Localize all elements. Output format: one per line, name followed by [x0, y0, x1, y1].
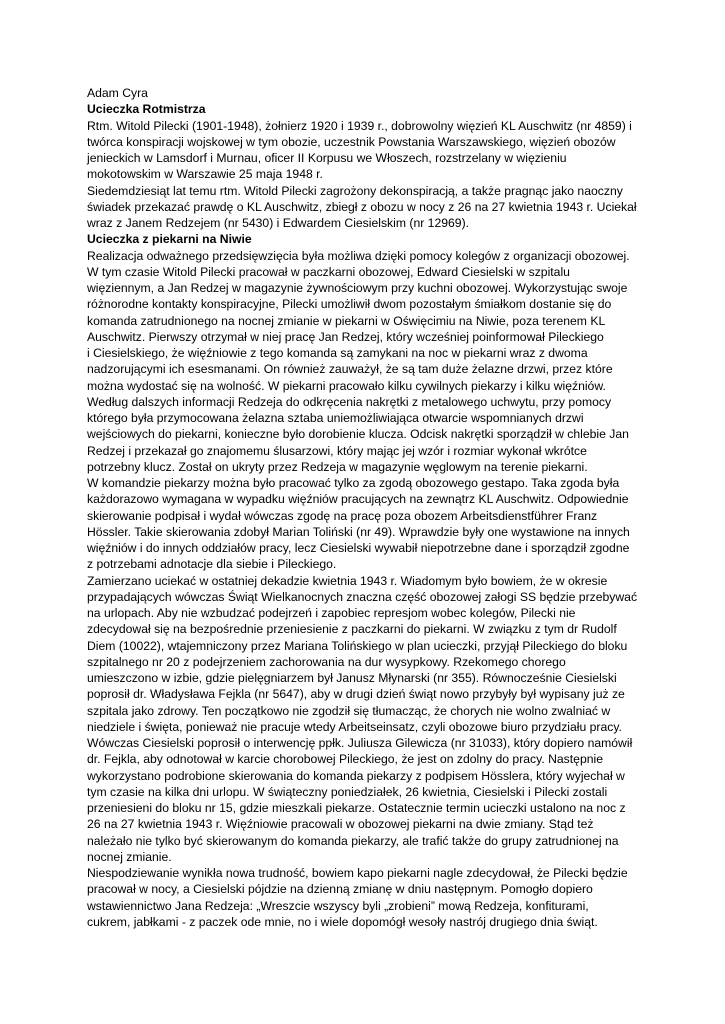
text-line: skierowanie podpisał i wydał wówczas zgodę na pracę poza obozem Arbeitsdienstführer Franz — [87, 508, 598, 523]
text-line: Wówczas Ciesielski poprosił o interwencję ppłk. Juliusza Gilewicza (nr 31033), który dopiero namówił — [87, 736, 633, 750]
text-line: poprosił dr. Władysława Fejkla (nr 5647), aby w drugi dzień świąt nowo przybyły był wypisany już ze — [87, 687, 625, 702]
document-title: Ucieczka Rotmistrza — [87, 102, 206, 117]
text-line: z potrzebami adnotacje dla siebie i Pileckiego. — [87, 557, 337, 572]
text-line: cukrem, jabłkami - z paczek ode mnie, no i wiele dopomógł wesoły nastrój drugiego dnia świąt. — [87, 914, 598, 929]
text-line: wstawiennictwo Jana Redzeja: „Wreszcie wszyscy byli „zrobieni” mową Redzeja, konfiturami, — [87, 898, 589, 913]
text-line: Redzej i przekazał go znajomemu ślusarzowi, który mając jej wzór i rozmiar wykonał wkrótce — [87, 443, 587, 458]
bakers-commando-paragraph — [87, 475, 639, 573]
section-heading: Ucieczka z piekarni na Niwie — [87, 232, 252, 247]
text-line: tym czasie na kilka dni urlopu. W świąteczny poniedziałek, 26 kwietnia, Ciesielski i Pilecki zostali — [87, 784, 608, 799]
text-line: nocnej zmianie. — [87, 849, 172, 864]
text-line: Zamierzano uciekać w ostatniej dekadzie kwietnia 1943 r. Wiadomym było bowiem, że w okresie — [87, 573, 608, 588]
text-line: Diem (10022), wtajemniczony przez Mariana Tolińskiego w plan ucieczki, przyjął Pileckiego do bloku — [87, 638, 628, 653]
text-line: szpitala jako zdrowy. Ten początkowo nie zgodził się tłumacząc, że chorych nie wolno zwalniać w — [87, 703, 611, 718]
text-line: W tym czasie Witold Pilecki pracował w paczkarni obozowej, Edward Ciesielski w szpitalu — [87, 264, 570, 279]
text-line: przeniesieni do bloku nr 15, gdzie mieszkali piekarze. Ostatecznie termin ucieczki ustalono na noc z — [87, 801, 626, 815]
text-line: dr. Fejkla, aby odnotował w karcie chorobowej Pileckiego, że jest on zdolny do pracy. Następnie — [87, 752, 603, 767]
text-line: którego była przymocowana żelazna sztaba uniemożliwiająca otwarcie wspomnianych drzwi — [87, 411, 584, 425]
text-line: przypadających wówczas Świąt Wielkanocnych znaczna część obozowej załogi SS będzie przebywać — [87, 589, 638, 604]
text-line: można wydostać się na wolność. W piekarni pracowało kilku cywilnych piekarzy i kilku więźniów. — [87, 378, 606, 393]
night-shift-paragraph — [87, 865, 639, 930]
text-line: i Ciesielskiego, że więźniowie z tego komanda są zamykani na noc w piekarni wraz z dwoma — [87, 346, 588, 360]
text-line: świadek przekazać prawdę o KL Auschwitz, zbiegł z obozu w nocy z 26 na 27 kwietnia 1943 r. Uciekał — [87, 199, 637, 214]
text-line: Auschwitz. Pierwszy otrzymał w niej pracę Jan Redzej, który wcześniej poinformował Pileckiego — [87, 329, 604, 344]
text-line: więziennym, a Jan Redzej w magazynie żywnościowym przy kuchni obozowej. Wykorzystując swoje — [87, 281, 628, 295]
text-line: niedziele i święta, ponieważ nie pracuje wtedy Arbeitseinsatz, czyli obozowe biuro przydziału pracy. — [87, 719, 622, 734]
text-line: wejściowych do piekarni, konieczne było dorobienie klucza. Odcisk nakrętki sporządził w chlebie Jan — [87, 427, 629, 442]
text-line: Siedemdziesiąt lat temu rtm. Witold Pilecki zagrożony dekonspiracją, a także pragnąc jako naoczny — [87, 183, 623, 198]
text-line: każdorazowo wymagana w wypadku więźniów pracujących na zewnątrz KL Auschwitz. Odpowiednie — [87, 492, 629, 507]
text-line: więźniów i do innych oddziałów pracy, lecz Ciesielski wywabił niepotrzebne dane i sporządził zgodne — [87, 541, 630, 555]
text-line: umieszczono w izbie, gdzie pielęgniarzem był Janusz Młynarski (nr 355). Równocześnie Ciesielski — [87, 671, 617, 685]
escape-plan-paragraph — [87, 573, 639, 866]
text-line: Niespodziewanie wynikła nowa trudność, bowiem kapo piekarni nagle zdecydował, że Pilecki będzie — [87, 866, 628, 880]
text-line: na urlopach. Aby nie wzbudzać podejrzeń i zapobiec represjom wobec kolegów, Pilecki nie — [87, 606, 576, 620]
text-line: mokotowskim w Warszawie 25 maja 1948 r. — [87, 167, 323, 182]
text-line: jenieckich w Lamsdorf i Murnau, oficer II Korpusu we Włoszech, rozstrzelany w więzieniu — [87, 151, 567, 165]
intro-paragraph — [87, 118, 639, 183]
text-line: potrzebny klucz. Został on ukryty przez Redzeja w magazynie węglowym na terenie piekarni. — [87, 459, 588, 474]
text-line: należało nie tylko być skierowanym do komanda piekarzy, ale trafić także do grupy zatrudnionej na — [87, 833, 619, 848]
author: Adam Cyra — [87, 86, 148, 100]
document-page — [87, 85, 639, 930]
text-line: 26 na 27 kwietnia 1943 r. Więźniowie pracowali w obozowej piekarni na dwie zmiany. Stąd też — [87, 817, 594, 832]
text-line: wraz z Janem Redzejem (nr 5430) i Edwardem Ciesielskim (nr 12969). — [87, 216, 470, 230]
text-line: szpitalnego nr 20 z podejrzeniem zachorowania na dur wysypkowy. Rzekomego chorego — [87, 654, 566, 669]
text-line: Realizacja odważnego przedsięwzięcia była możliwa dzięki pomocy kolegów z organizacji obozowej. — [87, 248, 630, 263]
text-line: komanda zatrudnionego na nocnej zmianie w piekarni w Oświęcimiu na Niwie, poza terenem KL — [87, 313, 606, 328]
escape-summary-paragraph — [87, 183, 639, 232]
text-line: Rtm. Witold Pilecki (1901-1948), żołnierz 1920 i 1939 r., dobrowolny więzień KL Auschwitz (nr 4859) i — [87, 118, 632, 133]
text-line: W komandzie piekarzy można było pracować tylko za zgodą obozowego gestapo. Taka zgoda była — [87, 476, 620, 490]
text-line: twórca konspiracji wojskowej w tym obozie, uczestnik Powstania Warszawskiego, więzień obozów — [87, 134, 616, 149]
bakery-paragraph — [87, 248, 639, 476]
text-line: różnorodne kontakty konspiracyjne, Pilecki umożliwił dwom pozostałym śmiałkom dostanie się do — [87, 297, 612, 312]
text-line: nadzorującymi ich esesmanami. On również zauważył, że są tam duże żelazne drzwi, przez które — [87, 362, 613, 377]
text-line: wykorzystano podrobione skierowania do komanda piekarzy z podpisem Hösslera, który wyjechał w — [87, 768, 625, 783]
text-line: Hössler. Takie skierowania zdobył Marian Toliński (nr 49). Wprawdzie były one wystawione na innych — [87, 524, 630, 539]
text-line: zdecydował się na bezpośrednie przeniesienie z paczkarni do piekarni. W związku z tym dr Rudolf — [87, 622, 617, 637]
text-line: pracował w nocy, a Ciesielski pójdzie na dzienną zmianę w dniu następnym. Pomogło dopiero — [87, 882, 593, 897]
text-line: Według dalszych informacji Redzeja do odkręcenia nakrętki z metalowego uchwytu, przy pomocy — [87, 394, 612, 409]
